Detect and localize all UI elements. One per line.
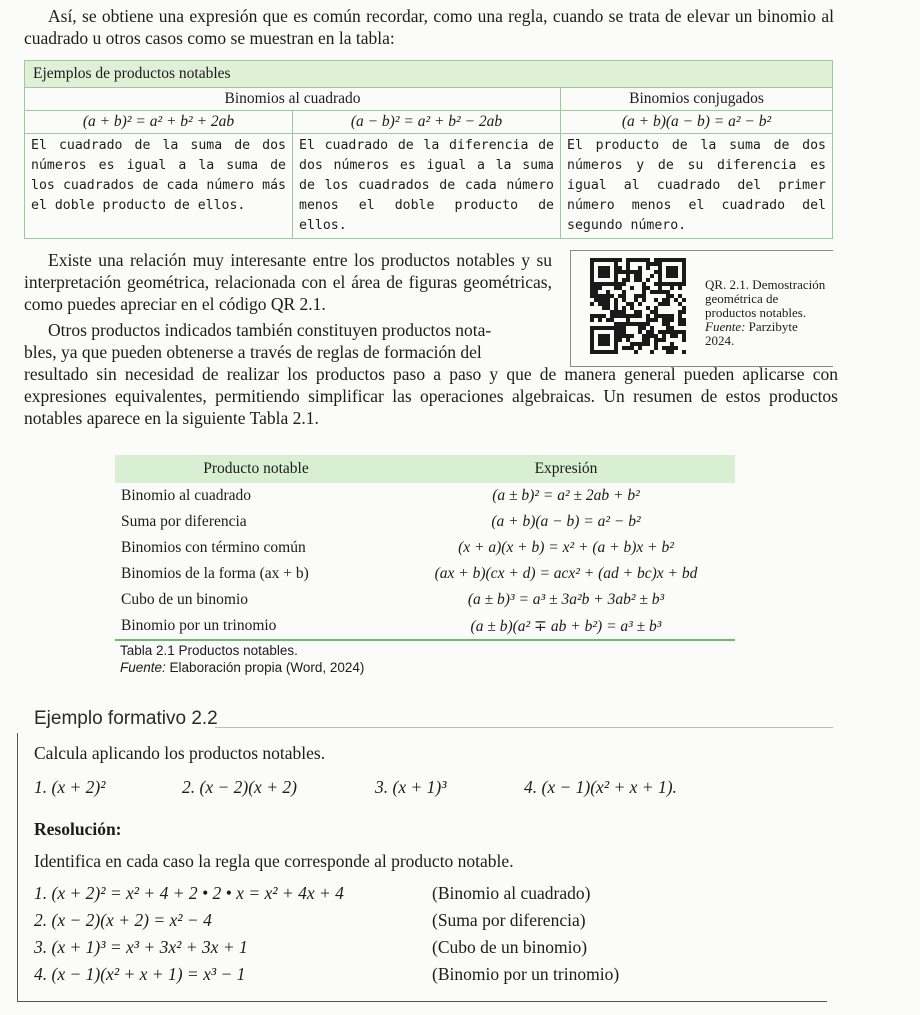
solution-rule: (Binomio al cuadrado)	[432, 883, 591, 903]
qr-caption-label: QR. 2.1. Demostración geométrica de productos notables.	[705, 277, 826, 320]
solution-rule: (Cubo de un binomio)	[432, 937, 588, 957]
exercise-4: 4. (x − 1)(x² + x + 1).	[524, 777, 677, 797]
product-name: Cubo de un binomio	[121, 591, 249, 608]
solution-row-2	[34, 909, 824, 931]
ejemplo-instruction: Calcula aplicando los productos notables.	[34, 743, 326, 763]
product-expression: (a ± b)³ = a³ ± 3a²b + 3ab² ± b³	[467, 591, 665, 608]
product-name: Binomio al cuadrado	[121, 487, 251, 504]
product-expression: (ax + b)(cx + d) = acx² + (ad + bc)x + bd	[434, 565, 698, 582]
table-row	[115, 483, 735, 509]
ejemplo-box-bottom	[17, 1001, 827, 1002]
solution-row-4	[34, 963, 824, 985]
resolucion-intro: Identifica en cada caso la regla que corresponde al producto notable.	[34, 851, 514, 871]
table-row	[115, 587, 735, 613]
ejemplo-box-left	[17, 733, 18, 1001]
formula-suma-cuadrado: (a + b)² = a² + b² + 2ab	[25, 111, 293, 134]
examples-table	[24, 60, 833, 239]
header-expresion: Expresión	[397, 455, 735, 483]
solution-expr: 3. (x + 1)³ = x³ + 3x² + 3x + 1	[34, 937, 248, 957]
otros-paragraph-rest: resultado sin necesidad de realizar los productos paso a paso y que de manera general pueden aplicarse con expresiones equivalentes, permitiendo simplificar las operaciones algebraicas. Un resumen de estos productos notables aparece en la siguiente Tabla 2.1.	[24, 364, 838, 428]
table-row	[115, 613, 735, 640]
qr-source-label: Fuente:	[705, 319, 746, 334]
otros-paragraph-line2: bles, ya que pueden obtenerse a través de reglas de formación del	[24, 342, 482, 362]
solution-expr: 4. (x − 1)(x² + x + 1) = x³ − 1	[34, 964, 246, 984]
solution-expr: 2. (x − 2)(x + 2) = x² − 4	[34, 910, 212, 930]
formula-conjugados: (a + b)(a − b) = a² − b²	[561, 111, 833, 134]
ejemplo-top-rule	[215, 727, 833, 728]
table-row	[115, 509, 735, 535]
otros-paragraph-line1: Otros productos indicados también constituyen productos nota-	[48, 320, 492, 340]
table-row	[115, 561, 735, 587]
exercise-3: 3. (x + 1)³	[375, 777, 447, 797]
product-expression: (a + b)(a − b) = a² − b²	[491, 513, 641, 530]
examples-table-title: Ejemplos de productos notables	[25, 61, 833, 88]
desc-suma-cuadrado: El cuadrado de la suma de dos números es igual a la suma de los cuadrados de cada número más el doble producto de ellos.	[25, 134, 293, 239]
qr-caption	[705, 278, 830, 348]
table-row	[115, 535, 735, 561]
product-name: Binomios con término común	[121, 539, 306, 556]
group-binomios-conjugados: Binomios conjugados	[561, 88, 833, 111]
table-source-label: Fuente:	[120, 660, 166, 675]
formula-diferencia-cuadrado: (a − b)² = a² + b² − 2ab	[293, 111, 561, 134]
product-name: Binomios de la forma (ax + b)	[121, 565, 309, 582]
ejemplo-title: Ejemplo formativo 2.2	[34, 708, 218, 729]
qr-source: Parzibyte 2024.	[705, 319, 798, 348]
table-source-text: Elaboración propia (Word, 2024)	[169, 660, 365, 675]
desc-conjugados: El producto de la suma de dos números y de su diferencia es igual al cuadrado del primer número menos el cuadrado del segundo número.	[561, 134, 833, 239]
header-producto: Producto notable	[115, 455, 397, 483]
products-table	[115, 455, 735, 641]
solution-rule: (Binomio por un trinomio)	[432, 964, 620, 984]
resolucion-label: Resolución:	[34, 819, 122, 839]
table-caption: Tabla 2.1 Productos notables.	[120, 643, 298, 658]
qr-code-icon[interactable]	[590, 258, 686, 354]
intro-paragraph: Así, se obtiene una expresión que es común recordar, como una regla, cuando se trata de elevar un binomio al cuadrado u otros casos como se muestran en la tabla:	[24, 6, 834, 48]
solution-expr: 1. (x + 2)² = x² + 4 + 2 • 2 • x = x² + 4x + 4	[34, 883, 344, 903]
product-expression: (x + a)(x + b) = x² + (a + b)x + b²	[458, 539, 674, 556]
exercise-1: 1. (x + 2)²	[34, 777, 106, 797]
group-binomios-cuadrado: Binomios al cuadrado	[25, 88, 561, 111]
relation-paragraph: Existe una relación muy interesante entre los productos notables y su interpretación geométrica, relacionada con el área de figuras geométricas, como puedes apreciar en el código QR 2.1.	[24, 250, 552, 314]
product-name: Suma por diferencia	[121, 513, 247, 530]
desc-diferencia-cuadrado: El cuadrado de la diferencia de dos números es igual a la suma de los cuadrados de cada número menos el doble producto de ellos.	[293, 134, 561, 239]
product-expression: (a ± b)² = a² ± 2ab + b²	[492, 487, 640, 504]
exercise-2: 2. (x − 2)(x + 2)	[182, 777, 297, 797]
product-expression: (a ± b)(a² ∓ ab + b²) = a³ ± b³	[397, 613, 735, 640]
solution-rule: (Suma por diferencia)	[432, 910, 586, 930]
solution-row-3	[34, 936, 824, 958]
table-source	[120, 660, 364, 675]
product-name: Binomio por un trinomio	[115, 613, 397, 640]
solution-row-1	[34, 882, 824, 904]
